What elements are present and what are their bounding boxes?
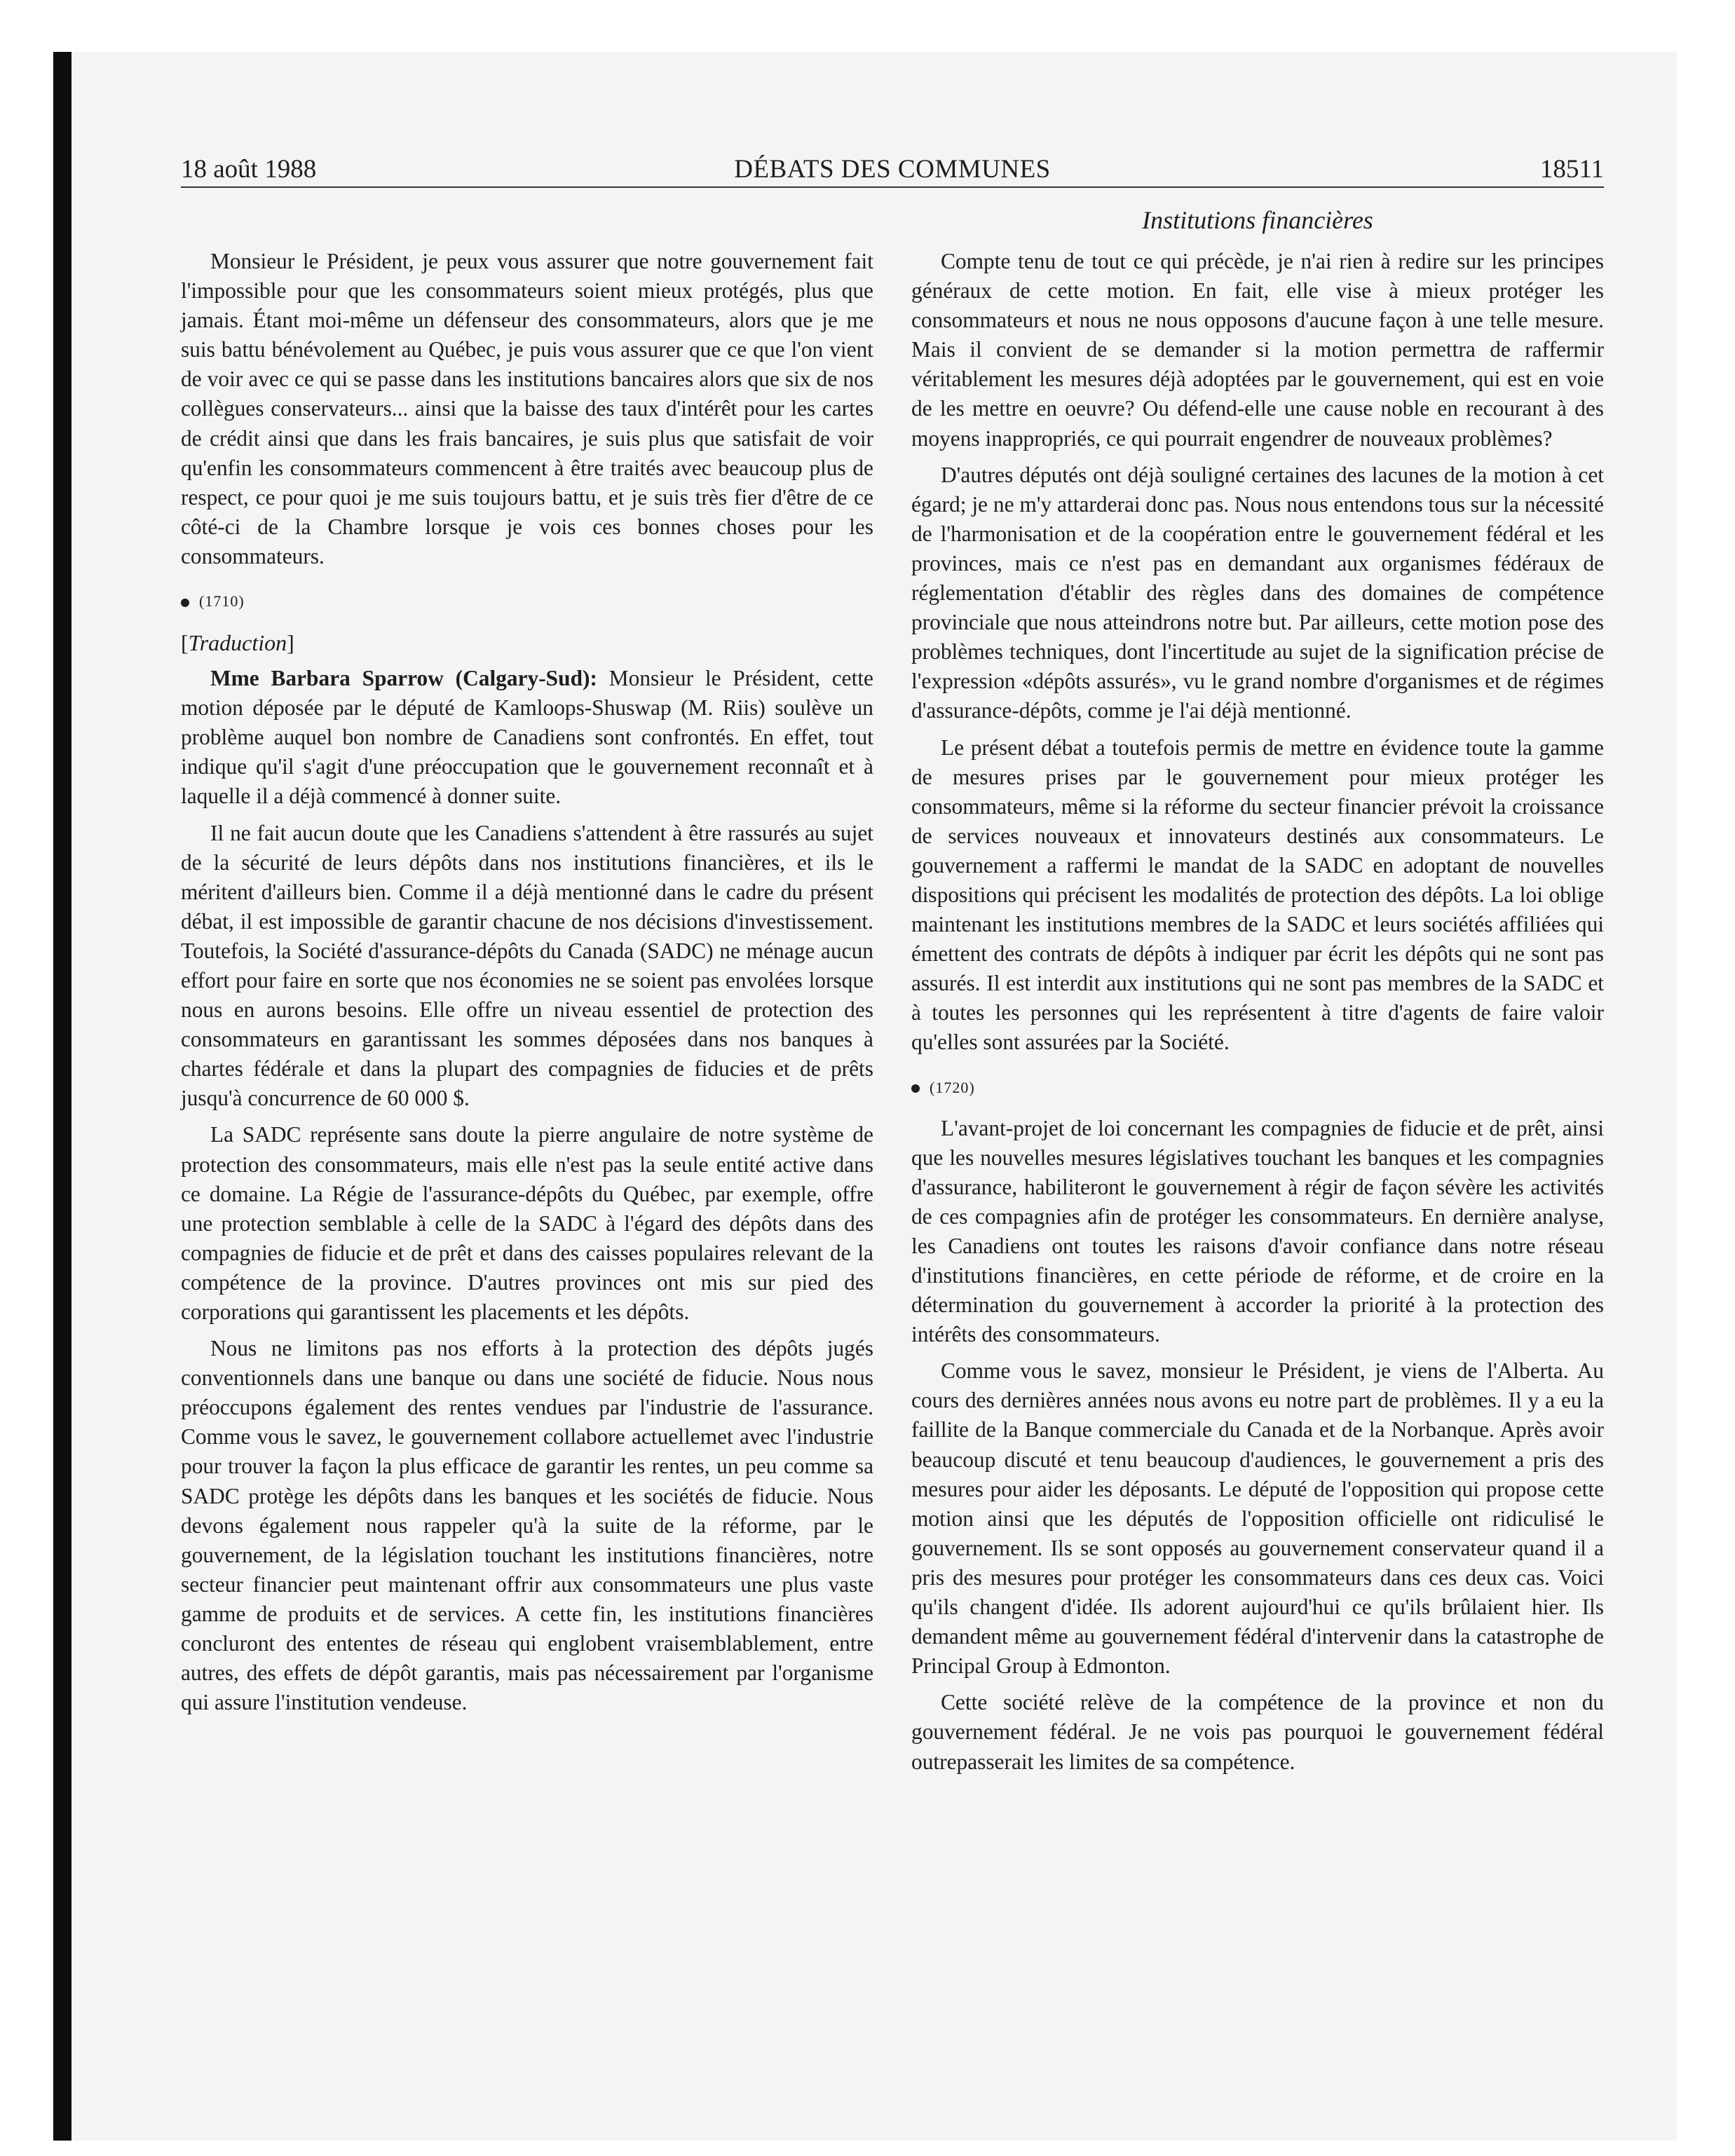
paragraph: Le présent débat a toutefois permis de mettre en évidence toute la gamme de mesures prises par le gouvernement pour mieux protéger les consommateurs, même si la réforme du secteur financier prévoit la croissance de services nouveaux et innovateurs destinés aux consommateurs. Le gouvernement a raffermi le mandat de la SADC en adoptant de nouvelles dispositions qui précisent les modalités de protection des dépôts. La loi oblige maintenant les institutions membres de la SADC et leurs sociétés affiliées qui émettent des contrats de dépôts à indiquer par écrit les dépôts qui ne sont pas assurés. Il est interdit aux institutions qui ne sont pas membres de la SADC et à toutes les personnes qui les représentent à titre d'agents de faire valoir qu'elles sont assurées par la Société.	[911, 735, 1604, 1055]
header-date: 18 août 1988	[181, 155, 317, 184]
paragraph: L'avant-projet de loi concernant les compagnies de fiducie et de prêt, ainsi que les nouvelles mesures législatives touchant les banques et les compagnies d'assurance, habiliteront le gouvernement à régir de façon sévère les activités de ces compagnies afin de protéger les consommateurs. En dernière analyse, les Canadiens ont toutes les raisons d'avoir confiance dans notre réseau d'institutions financières, en cette période de réforme, et de croire en la détermination du gouvernement à accorder la priorité à la protection des intérêts des consommateurs.	[911, 1115, 1604, 1347]
paragraph: Compte tenu de tout ce qui précède, je n'ai rien à redire sur les principes généraux de cette motion. En fait, elle vise à mieux protéger les consommateurs et nous ne nous opposons d'aucune façon à une telle mesure. Mais il convient de se demander si la motion permettra de raffermir véritablement les mesures déjà adoptées par le gouvernement, qui est en voie de les mettre en oeuvre? Ou défend-elle une cause noble en recourant à des moyens inappropriés, ce qui pourrait engendrer de nouveaux problèmes?	[911, 249, 1604, 451]
time-marker	[911, 1077, 1604, 1098]
paragraph: La SADC représente sans doute la pierre angulaire de notre système de protection des consommateurs, mais elle n'est pas la seule entité active dans ce domaine. La Régie de l'assurance-dépôts du Québec, par exemple, offre une protection semblable à celle de la SADC à l'égard des dépôts dans des compagnies de fiducie et de prêt et dans des caisses populaires relevant de la compétence de la province. D'autres provinces ont mis sur pied des corporations qui garantissent les placements et les dépôts.	[181, 1122, 873, 1324]
bullet-icon	[181, 599, 189, 607]
paragraph: Nous ne limitons pas nos efforts à la protection des dépôts jugés conventionnels dans une banque ou dans une société de fiducie. Nous nous préoccupons également des rentes vendues par l'industrie de l'assurance. Comme vous le savez, le gouvernement collabore actuellemet avec l'industrie pour trouver la façon la plus efficace de garantir les rentes, un peu comme sa SADC protège les dépôts dans les banques et les sociétés de fiducie. Nous devons également nous rappeler qu'à la suite de la réforme, par le gouvernement, de la législation touchant les institutions financières, notre secteur financier peut maintenant offrir aux consommateurs une plus vaste gamme de produits et de services. A cette fin, les institutions financières concluront des ententes de réseau qui englobent vraisemblablement, entre autres, des effets de dépôt garantis, mais pas nécessairement par l'organisme qui assure l'institution vendeuse.	[181, 1336, 873, 1715]
speaker-name: Mme Barbara Sparrow (Calgary-Sud):	[210, 666, 597, 691]
header-page-number: 18511	[1539, 155, 1604, 184]
translation-text: Traduction	[188, 630, 287, 656]
bullet-icon	[911, 1084, 920, 1093]
paragraph	[181, 664, 873, 811]
paragraph: D'autres députés ont déjà souligné certaines des lacunes de la motion à cet égard; je ne m'y attarderai donc pas. Nous nous entendons tous sur la nécessité de l'harmonisation et de la coopération entre le gouvernement fédéral et les provinces, mais ce n'est pas en demandant aux organismes fédéraux de réglementation d'établir des règles dans des domaines de compétence provinciale que nous atteindrons notre but. Par ailleurs, cette motion pose des problèmes techniques, dont l'incertitude au sujet de la signification précise de l'expression «dépôts assurés», vu le grand nombre d'organismes et de régimes d'assurance-dépôts, comme je l'ai déjà mentionné.	[911, 462, 1604, 723]
binding-edge	[53, 52, 72, 2141]
time-stamp: (1720)	[930, 1078, 975, 1096]
paragraph: Il ne fait aucun doute que les Canadiens s'attendent à être rassurés au sujet de la sécurité de leurs dépôts dans nos institutions financières, et ils le méritent d'ailleurs bien. Comme il a déjà mentionné dans le cadre du présent débat, il est impossible de garantir chacune de nos décisions d'investissement. Toutefois, la Société d'assurance-dépôts du Canada (SADC) ne ménage aucun effort pour faire en sorte que nos économies ne se soient pas envolées lorsque nous en aurons besoins. Elle offre un niveau essentiel de protection des consommateurs en garantissant les sommes déposées dans nos banques à chartes fédérale et dans la plupart des compagnies de fiducies et de prêts jusqu'à concurrence de 60 000 $.	[181, 820, 873, 1111]
right-column	[911, 247, 1604, 1784]
time-stamp: (1710)	[199, 592, 245, 610]
left-column	[181, 247, 873, 1724]
speech-text: Monsieur le Président, cette motion déposée par le député de Kamloops-Shuswap (M. Riis) soulève un problème auquel bon nombre de Canadiens sont confrontés. En effet, tout indique qu'il s'agit d'une préoccupation que le gouvernement reconnaît et à laquelle il a déjà commencé à donner suite.	[181, 666, 873, 809]
translation-label: [Traduction]	[181, 630, 294, 656]
paragraph: Monsieur le Président, je peux vous assurer que notre gouvernement fait l'impossible pour que les consommateurs soient mieux protégés, plus que jamais. Étant moi-même un défenseur des consommateurs, alors que je me suis battu bénévolement au Québec, je puis vous assurer que ce que l'on vient de voir avec ce qui se passe dans les institutions bancaires alors que six de nos collègues conservateurs... ainsi que la baisse des taux d'intérêt pour les cartes de crédit ainsi que dans les frais bancaires, je suis plus que satisfait de voir qu'enfin les consommateurs commencent à être traités avec beaucoup plus de respect, ce pour quoi je me suis toujours battu, et je suis très fier d'être de ce côté-ci de la Chambre lorsque je vois ces bonnes choses pour les consommateurs.	[181, 249, 873, 568]
subject-heading: Institutions financières	[1142, 206, 1373, 234]
paragraph: Cette société relève de la compétence de la province et non du gouvernement fédéral. Je ne vois pas pourquoi le gouvernement fédéral outrepasserait les limites de sa compétence.	[911, 1690, 1604, 1774]
paragraph: Comme vous le savez, monsieur le Président, je viens de l'Alberta. Au cours des dernières années nous avons eu notre part de problèmes. Il y a eu la faillite de la Banque commerciale du Canada et de la Norbanque. Après avoir beaucoup discuté et tenu beaucoup d'audiences, le gouvernement a pris des mesures pour aider les déposants. Le député de l'opposition qui propose cette motion ainsi que les députés de l'opposition officielle ont ridiculisé le gouvernement. Ils se sont opposés au gouvernement conservateur quand il a pris des mesures pour protéger les consommateurs dans ces deux cas. Voici qu'ils changent d'idée. Ils adorent aujourd'hui ce qu'ils brûlaient hier. Ils demandent même au gouvernement fédéral d'intervenir dans la catastrophe de Principal Group à Edmonton.	[911, 1358, 1604, 1679]
page-header	[181, 150, 1604, 189]
time-marker	[181, 591, 873, 612]
header-title: DÉBATS DES COMMUNES	[734, 155, 1051, 184]
header-rule	[181, 186, 1604, 188]
